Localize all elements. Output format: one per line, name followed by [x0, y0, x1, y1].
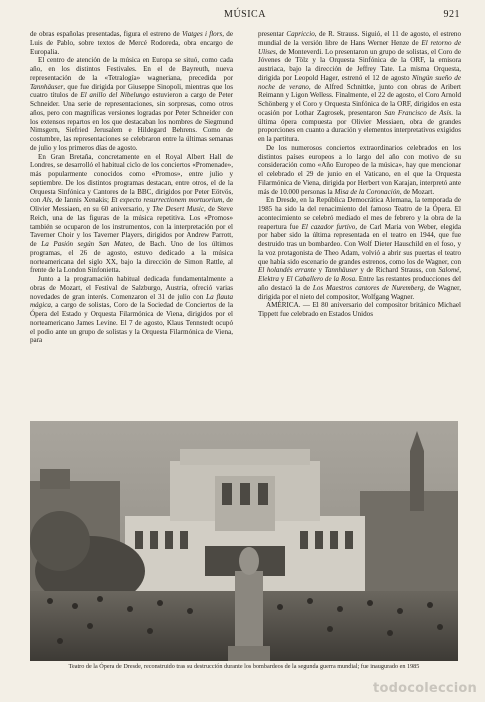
text-run: , de Luis de Pablo, sobre textos de Mercé Rodoreda, obra encargo de Europalia.	[30, 30, 233, 56]
italic-title: Capriccio	[286, 30, 315, 38]
paragraph	[258, 301, 461, 319]
text-run: , de R. Strauss. Siguió, el 11 de agosto, el estreno mundial de la versión libre de Hans Werner Henze de	[258, 30, 461, 47]
text-run: . la última ópera compuesta por Olivier Messiaen, obra de grandes proporciones en cuanto a duración y elementos interpretativos exigidos en la partitura.	[258, 108, 461, 143]
italic-title: Misa de la Coronación	[334, 187, 400, 196]
paragraph	[30, 275, 233, 345]
text-run: de obras españolas presentadas, figura el estreno de	[30, 30, 182, 38]
text-run: AMÉRICA. — El 80 aniversario del compositor británico Michael Tippett fue celebrado en Estados Unidos	[258, 301, 461, 318]
page-number: 921	[443, 9, 460, 20]
italic-title: El anillo del Nibelungo	[80, 91, 150, 100]
text-run: , de Olivier Messiaen, en su 60 aniversario, y	[30, 196, 233, 213]
italic-title: Tannhäuser	[324, 266, 358, 275]
text-run: y	[315, 266, 325, 275]
text-run: Junto a la programación habitual dedicada fundamentalmente a obras de Mozart, el Festival de Salzburgo, Austria, ofreció varias novedades de gran interés. Comenzaron el 31 de julio con	[30, 275, 233, 301]
italic-title: Et expecto resurrectionem mortuorium	[111, 196, 223, 205]
right-text-column	[258, 30, 461, 319]
text-run: , de Steve Reich, una de las figuras de la música repetitiva. Los «Promos» también se ocuparon de los instrumentos, con la interpretación por el Taverner Choir y los Taverner Players, dirigidos por Andrew Parrott, de	[30, 205, 233, 248]
opera-house-photo	[30, 421, 458, 661]
italic-title: San Francisco de Asís	[384, 108, 452, 117]
left-text-column	[30, 30, 233, 345]
italic-title: Ningún sueño de noche de verano	[258, 73, 461, 91]
text-run: ,	[459, 266, 461, 275]
italic-title: Als	[42, 196, 52, 205]
watermark: todocoleccion	[373, 681, 477, 696]
italic-title: La Pasión según San Mateo	[41, 240, 133, 248]
text-run: , de Wagner, dirigida por el nieto del compositor, Wolfgang Wagner.	[258, 283, 461, 301]
text-run: El centro de atención de la música en Europa se situó, como cada año, en los distintos Festivales. En el de Bayreuth, nueva representación de la «Tetralogía» wagneriana, precedida por	[30, 56, 233, 82]
text-run: , de Monteverdi. Lo presentaron un grupo de solistas, el Coro de Jóvenes de Tölz y la Orquesta Sinfónica de la ORF, la emisora austriaca, bajo la dirección de Jeffrey Tate. La misma Orquesta, dirigida por Leopold Hager, estrenó el 12 de agosto	[258, 47, 461, 82]
paragraph	[258, 30, 461, 144]
italic-title: Tannhäuser	[30, 82, 64, 91]
text-run: y de Richard Strauss, con	[357, 266, 439, 275]
paragraph	[30, 30, 233, 56]
italic-title: El cazador furtivo	[301, 222, 356, 231]
italic-title: Los Maestros cantores de Nuremberg	[312, 283, 424, 292]
italic-title: Viatges i flors	[181, 30, 223, 38]
text-run: De los numerosos conciertos extraordinarios celebrados en los distintos países europeos a lo largo del año con motivo de su consideración como «Año Europeo de la música», hay que mencionar el celebrado el 29 de junio en el Vaticano, en el que la Orquesta Filarmónica de Viena, dirigida por Herbert von Karajan, interpretó ante más de 10.000 personas la	[258, 143, 461, 196]
text-run: presentar	[258, 30, 287, 38]
italic-title: El retorno de Ulises	[258, 38, 461, 56]
photo-caption: Teatro de la Ópera de Dresde, reconstruido tras su destrucción durante los bombardeos de la segunda guerra mundial; fue inaugurado en 1985	[68, 663, 420, 670]
italic-title: El Caballero de la Rosa	[286, 275, 356, 283]
text-run: , de Bach. Uno de los últimos programas, el 26 de agosto, estuvo dedicado a la música norteamericana del siglo XX, bajo la dirección de Simon Rattle, al frente de la London Sinfonietta.	[30, 240, 233, 275]
italic-title: El holandés errante	[258, 266, 316, 275]
italic-title: Elektra	[258, 275, 279, 283]
text-run: , que fue dirigida por Giuseppe Sinopoli, mientras que los cuatro títulos de	[30, 82, 233, 100]
paragraph	[30, 56, 233, 152]
text-run: En Dresde, en la República Democrática Alemana, la temporada de 1985 ha sido la del renacimiento del famoso Teatro de la Ópera. El acontecimiento se celebró mediado el mes de febrero y la obra de la reapertura fue	[258, 196, 461, 231]
running-header	[30, 9, 460, 23]
italic-title: Salomé	[438, 266, 460, 275]
paragraph	[30, 153, 233, 276]
text-run: , de Iannis Xenakis;	[51, 196, 112, 205]
text-run: , a cargo de solistas, Coro de la Sociedad de Conciertos de la Ópera del Estado y Orquesta Filarmónica de Viena, dirigidos por el norteamericano James Levine. El 7 de agosto, Klaus Tennstedt ocupó el podio ante un grupo de solistas y la Orquesta Filarmónica de Viena, para	[30, 301, 233, 345]
section-title: MÚSICA	[224, 9, 266, 20]
text-run: estuvieron a cargo de Peter Schneider. Una serie de representaciones, sin sorpresas, como otros años, pero con magníficas versiones logradas por Peter Schneider con los extensos repartos en los que destacaban los nombres de Siegmund Nimsgern, Siefried Jerusalem e Hildegard Behrens. Como de costumbre, las representaciones se celebraron entre la últimas semanas de julio y los primeros días de agosto.	[30, 91, 234, 152]
text-run: y	[278, 275, 287, 283]
italic-title: The Desert Music	[152, 205, 204, 213]
text-run: . Entre las restantes producciones del año destacó la de	[258, 275, 462, 292]
text-run: , de Alfred Schnittke, junto con obras de Aribert Reimann y Ligon Welless. Finalmente, el 22 de agosto, el Coro Arnold Schönberg y el Coro y Orquesta Sinfónica de la ORF, dirigidos en esta ocasión por Lothar Zagrosek, presentaron	[258, 82, 461, 117]
paragraph	[258, 144, 461, 197]
text-run: , de Carl Maria von Weber, elegida por haber sido la última representada en el teatro en 1944, que fue destruido tras un bombardeo. Con Wolf Dieter Hauschild en el foso, y la voz protagonista de Theo Adam, volvió a abrir sus puertas el teatro que había sido escenario de grandes estrenos, como los de Wagner, con	[258, 222, 461, 266]
text-run: , de Mozart.	[399, 187, 435, 196]
text-run: En Gran Bretaña, concretamente en el Royal Albert Hall de Londres, se desarrolló el habitual ciclo de los conciertos «Promenade», más popularmente conocidos como «Promos», entre julio y septiembre. De los distintos programas destacan, entre otros, el de la Orquesta Sinfónica y Cantores de la BBC, dirigidos por Peter Eötvös, con	[30, 152, 233, 205]
paragraph	[258, 196, 461, 301]
italic-title: La flauta mágica	[30, 292, 234, 310]
